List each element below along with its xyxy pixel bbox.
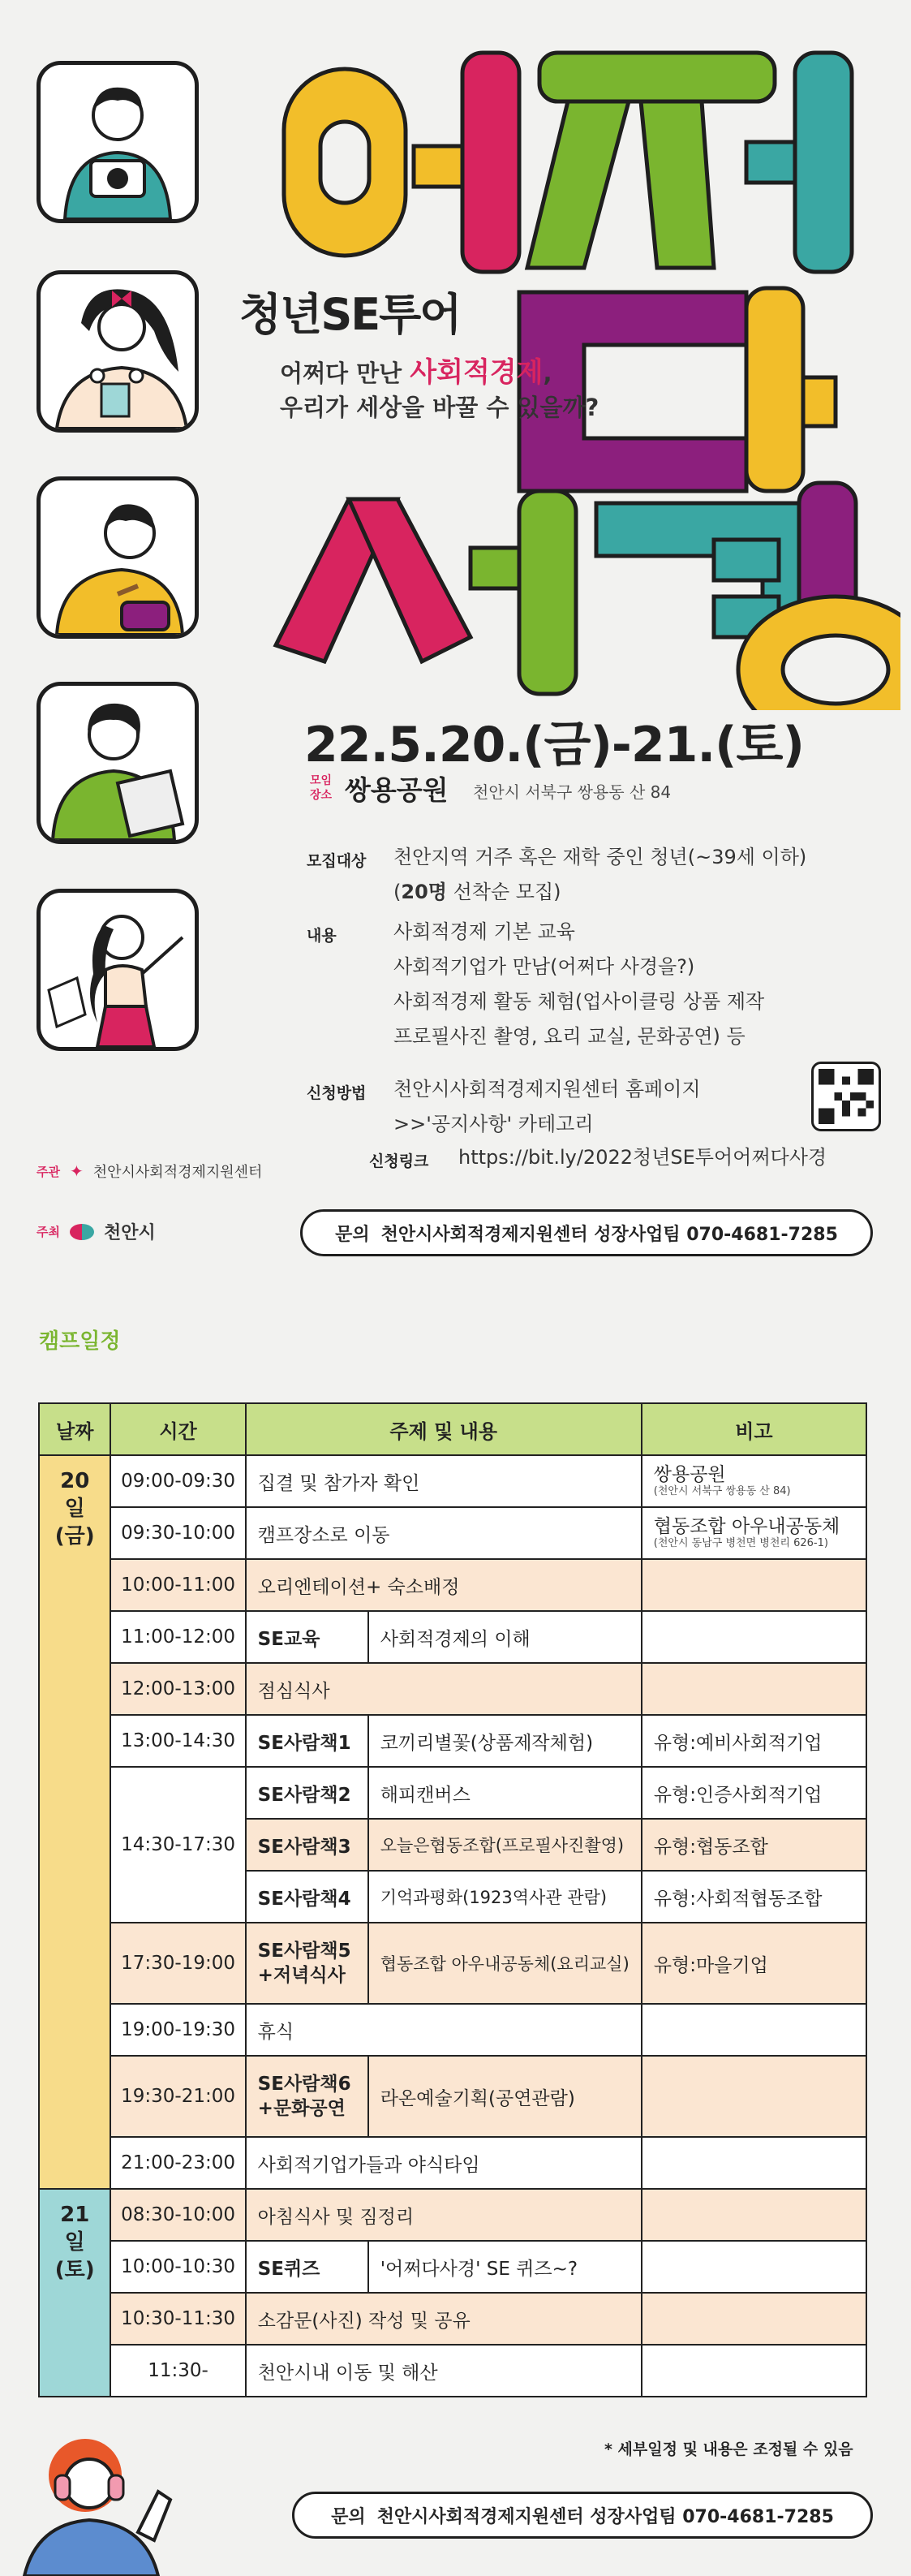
row-label: SE사람책4 (246, 1871, 368, 1923)
row-content: 오늘은협동조합(프로필사진촬영) (368, 1819, 642, 1871)
row-content: 소감문(사진) 작성 및 공유 (246, 2293, 642, 2345)
row-content: 천안시내 이동 및 해산 (246, 2345, 642, 2397)
row-note-main: 쌍용공원 (653, 1464, 726, 1485)
row-note (642, 2241, 866, 2293)
header-note: 비고 (642, 1403, 866, 1455)
row-note (642, 2189, 866, 2241)
row-note (642, 1559, 866, 1611)
table-row (39, 2293, 866, 2345)
tagline-line2: 우리가 세상을 바꿀 수 있을까? (280, 394, 599, 421)
row-content: 점심식사 (246, 1663, 642, 1715)
row-time: 10:00-10:30 (110, 2241, 245, 2293)
city-logo-icon (70, 1224, 94, 1240)
row-note (642, 1507, 866, 1559)
table-row (39, 2189, 866, 2241)
recruit-line-2-suffix: 선착순 모집) (446, 881, 561, 903)
row-note (642, 2004, 866, 2056)
row-time: 10:00-11:00 (110, 1559, 245, 1611)
dancer-illustration (37, 889, 199, 1051)
row-content: 휴식 (246, 2004, 642, 2056)
row-note-main: 협동조합 아우내공동체 (653, 1516, 840, 1537)
organizer-name: 천안시 (103, 1223, 156, 1243)
row-label: SE교육 (246, 1611, 368, 1663)
row-content: 캠프장소로 이동 (246, 1507, 642, 1559)
poster (0, 0, 911, 1282)
table-row (39, 2056, 866, 2137)
girl-with-flowers-illustration (37, 270, 199, 433)
row-time: 09:30-10:00 (110, 1507, 245, 1559)
row-label: SE사람책6 +문화공연 (246, 2056, 368, 2137)
contact-label: 문의 (335, 1224, 370, 1245)
content-item-2: 사회적기업가 만남(어쩌다 사경을?) (393, 955, 695, 978)
row-note-sub: (천안시 서북구 쌍용동 산 84) (653, 1485, 791, 1497)
table-row (39, 1923, 866, 2004)
table-header (39, 1403, 866, 1455)
row-note: 유형:인증사회적기업 (642, 1767, 866, 1819)
recruit-line-2 (393, 875, 561, 910)
footer-contact-pill (292, 2492, 873, 2539)
row-label: SE사람책3 (246, 1819, 368, 1871)
qr-code[interactable] (811, 1062, 881, 1131)
table-row (39, 2241, 866, 2293)
host-role: 주관 (37, 1164, 60, 1179)
footer-contact-value: 천안시사회적경제지원센터 성장사업팀 070-4681-7285 (376, 2506, 834, 2527)
day-21-cell: 21일 (토) (39, 2189, 110, 2397)
day-20-cell: 20일 (금) (39, 1455, 110, 2189)
content-item-4: 프로필사진 촬영, 요리 교실, 문화공연) 등 (393, 1025, 746, 1048)
table-row (39, 2004, 866, 2056)
content-item-1: 사회적경제 기본 교육 (393, 920, 575, 943)
event-title: 청년SE투어 (239, 289, 461, 340)
link-label: 신청링크 (369, 1152, 429, 1170)
header-time: 시간 (110, 1403, 245, 1455)
row-note-sub: (천안시 동남구 병천면 병천리 626-1) (653, 1537, 828, 1549)
row-note: 유형:예비사회적기업 (642, 1715, 866, 1767)
row-content: 코끼리별꽃(상품제작체험) (368, 1715, 642, 1767)
table-row (39, 1507, 866, 1559)
table-row (39, 2137, 866, 2189)
row-time: 21:00-23:00 (110, 2137, 245, 2189)
recruit-label: 모집대상 (307, 852, 367, 870)
big-title-char-2 (527, 53, 852, 272)
cook-illustration (37, 476, 199, 639)
row-time: 14:30-17:30 (110, 1767, 245, 1923)
row-time: 10:30-11:30 (110, 2293, 245, 2345)
photographer-illustration (37, 61, 199, 223)
table-row (39, 1611, 866, 1663)
header-date: 날짜 (39, 1403, 110, 1455)
row-time: 08:30-10:00 (110, 2189, 245, 2241)
recruit-count: 20명 (401, 881, 447, 903)
recruit-line-1: 천안지역 거주 혹은 재학 중인 청년(~39세 이하) (393, 846, 807, 868)
organizer-role: 주최 (37, 1225, 60, 1239)
table-row (39, 1715, 866, 1767)
table-row (39, 1663, 866, 1715)
row-note: 유형:협동조합 (642, 1819, 866, 1871)
row-note (642, 1611, 866, 1663)
tagline-prefix: 어쩌다 만난 (280, 360, 410, 387)
row-content: 라온예술기획(공연관람) (368, 2056, 642, 2137)
apply-label: 신청방법 (307, 1084, 367, 1102)
reader-illustration (37, 682, 199, 844)
apply-line-2: >>'공지사항' 카테고리 (393, 1113, 594, 1135)
row-content: 해피캔버스 (368, 1767, 642, 1819)
row-content: 기억과평화(1923역사관 관람) (368, 1871, 642, 1923)
disclaimer: * 세부일정 및 내용은 조정될 수 있음 (604, 2440, 853, 2458)
row-time: 09:00-09:30 (110, 1455, 245, 1507)
row-note (642, 2137, 866, 2189)
row-label: SE퀴즈 (246, 2241, 368, 2293)
row-content: 사회적기업가들과 야식타임 (246, 2137, 642, 2189)
row-label: SE사람책5 +저녁식사 (246, 1923, 368, 2004)
venue-name: 쌍용공원 (345, 774, 449, 806)
row-content: 집결 및 참가자 확인 (246, 1455, 642, 1507)
row-time: 17:30-19:00 (110, 1923, 245, 2004)
table-row (39, 1559, 866, 1611)
tagline-suffix: , (543, 360, 552, 387)
venue-address: 천안시 서북구 쌍용동 산 84 (473, 782, 672, 802)
row-note (642, 1455, 866, 1507)
table-row (39, 2345, 866, 2397)
row-time: 11:30- (110, 2345, 245, 2397)
recruit-line-2-prefix: ( (393, 881, 402, 903)
contact-value: 천안시사회적경제지원센터 성장사업팀 070-4681-7285 (380, 1224, 838, 1245)
row-note (642, 1663, 866, 1715)
table-row (39, 1767, 866, 1819)
row-note: 유형:사회적협동조합 (642, 1871, 866, 1923)
row-note (642, 2056, 866, 2137)
row-content: 사회적경제의 이해 (368, 1611, 642, 1663)
header-content: 주제 및 내용 (246, 1403, 642, 1455)
row-note (642, 2345, 866, 2397)
row-note (642, 2293, 866, 2345)
content-item-3: 사회적경제 활동 체험(업사이클링 상품 제작 (393, 990, 765, 1013)
footer-contact-label: 문의 (331, 2506, 366, 2527)
organizer-org (37, 1219, 156, 1244)
host-logo-icon: ✦ (69, 1161, 84, 1181)
big-title-char-4 (276, 491, 576, 694)
event-date: 22.5.20.(금)-21.(토) (304, 717, 804, 773)
row-time: 13:00-14:30 (110, 1715, 245, 1767)
row-content: 오리엔테이션+ 숙소배정 (246, 1559, 642, 1611)
host-org (37, 1161, 262, 1182)
row-content: 아침식사 및 짐정리 (246, 2189, 642, 2241)
tagline-highlight: 사회적경제 (410, 356, 544, 389)
content-label: 내용 (307, 927, 337, 945)
row-time: 11:00-12:00 (110, 1611, 245, 1663)
row-content: '어쩌다사경' SE 퀴즈~? (368, 2241, 642, 2293)
headphone-girl-illustration (16, 2410, 178, 2576)
big-title-char-1 (284, 53, 519, 272)
row-time: 19:00-19:30 (110, 2004, 245, 2056)
table-row (39, 1455, 866, 1507)
host-name: 천안시사회적경제지원센터 (92, 1164, 263, 1181)
row-time: 19:30-21:00 (110, 2056, 245, 2137)
schedule-heading: 캠프일정 (39, 1329, 121, 1354)
tagline (280, 355, 599, 424)
contact-pill (300, 1209, 873, 1256)
row-label: SE사람책1 (246, 1715, 368, 1767)
apply-line-1: 천안시사회적경제지원센터 홈페이지 (393, 1078, 701, 1101)
row-label: SE사람책2 (246, 1767, 368, 1819)
schedule-table (38, 1402, 867, 2397)
row-note: 유형:마을기업 (642, 1923, 866, 2004)
row-content: 협동조합 아우내공동체(요리교실) (368, 1923, 642, 2004)
apply-link[interactable]: https://bit.ly/2022청년SE투어어쩌다사경 (458, 1146, 827, 1169)
row-time: 12:00-13:00 (110, 1663, 245, 1715)
venue-tag: 모임 장소 (310, 774, 333, 802)
